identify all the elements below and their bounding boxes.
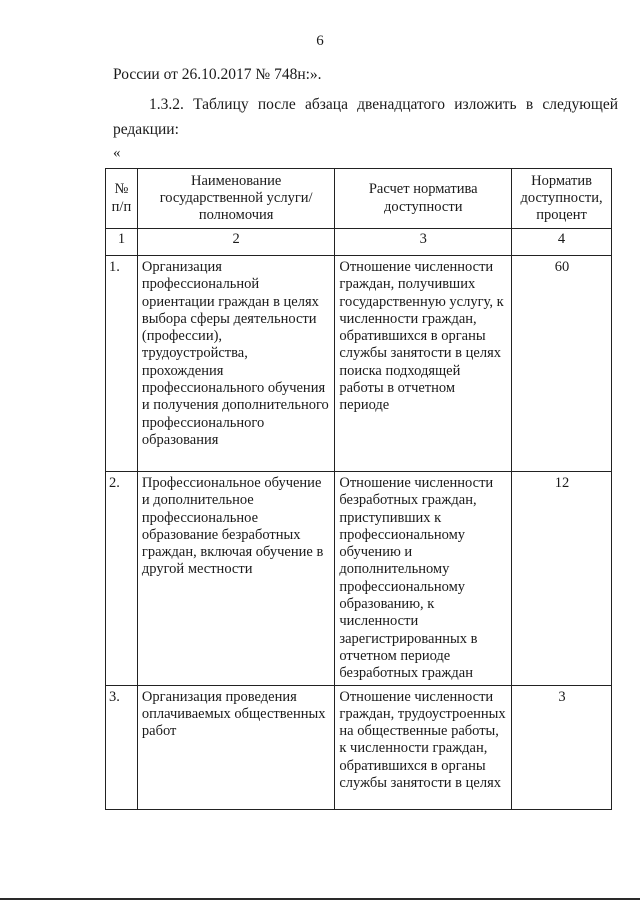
row-number: 2. xyxy=(106,472,138,686)
header-calculation: Расчет норматива доступности xyxy=(335,169,512,229)
column-number: 4 xyxy=(512,229,612,256)
service-name-cell: Организация проведения оплачиваемых общественных работ xyxy=(137,685,334,809)
norm-value-cell: 60 xyxy=(512,256,612,472)
service-name-cell: Профессиональное обучение и дополнительное профессиональное образование безработных граждан, включая обучение в другой местности xyxy=(137,472,334,686)
table-row xyxy=(106,685,612,809)
page-number: 6 xyxy=(316,33,324,49)
table-row xyxy=(106,256,612,472)
header-service-name: Наименование государственной услуги/полномочия xyxy=(137,169,334,229)
header-number: № п/п xyxy=(106,169,138,229)
norm-value-cell: 12 xyxy=(512,472,612,686)
calculation-cell: Отношение численности граждан, получивших государственную услугу, к численности граждан, обратившихся в органы службы занятости в целях поиска подходящей работы в отчетном периоде xyxy=(335,256,512,472)
scan-edge-line xyxy=(0,898,640,900)
column-number: 1 xyxy=(106,229,138,256)
column-number: 2 xyxy=(137,229,334,256)
row-number: 1. xyxy=(106,256,138,472)
service-name-cell: Организация профессиональной ориентации граждан в целях выбора сферы деятельности (профессии), трудоустройства, прохождения профессионального обучения и получения дополнительного профессионального образования xyxy=(137,256,334,472)
table-header-row xyxy=(106,169,612,229)
norm-value-cell: 3 xyxy=(512,685,612,809)
header-norm-value: Норматив доступности, процент xyxy=(512,169,612,229)
column-number: 3 xyxy=(335,229,512,256)
paragraph: 1.3.2. Таблицу после абзаца двенадцатого изложить в следующей редакции: xyxy=(113,96,618,138)
row-number: 3. xyxy=(106,685,138,809)
table-column-numbers-row xyxy=(106,229,612,256)
open-quote: « xyxy=(113,145,121,161)
calculation-cell: Отношение численности граждан, трудоустроенных на общественные работы, к численности граждан, обратившихся в органы службы занятости в целях xyxy=(335,685,512,809)
text-line: России от 26.10.2017 № 748н:». xyxy=(113,66,322,83)
calculation-cell: Отношение численности безработных граждан, приступивших к профессиональному обучению и дополнительному профессиональному образованию, к численности зарегистрированных в отчетном периоде безработных граждан xyxy=(335,472,512,686)
norms-table xyxy=(105,168,612,810)
table-row xyxy=(106,472,612,686)
